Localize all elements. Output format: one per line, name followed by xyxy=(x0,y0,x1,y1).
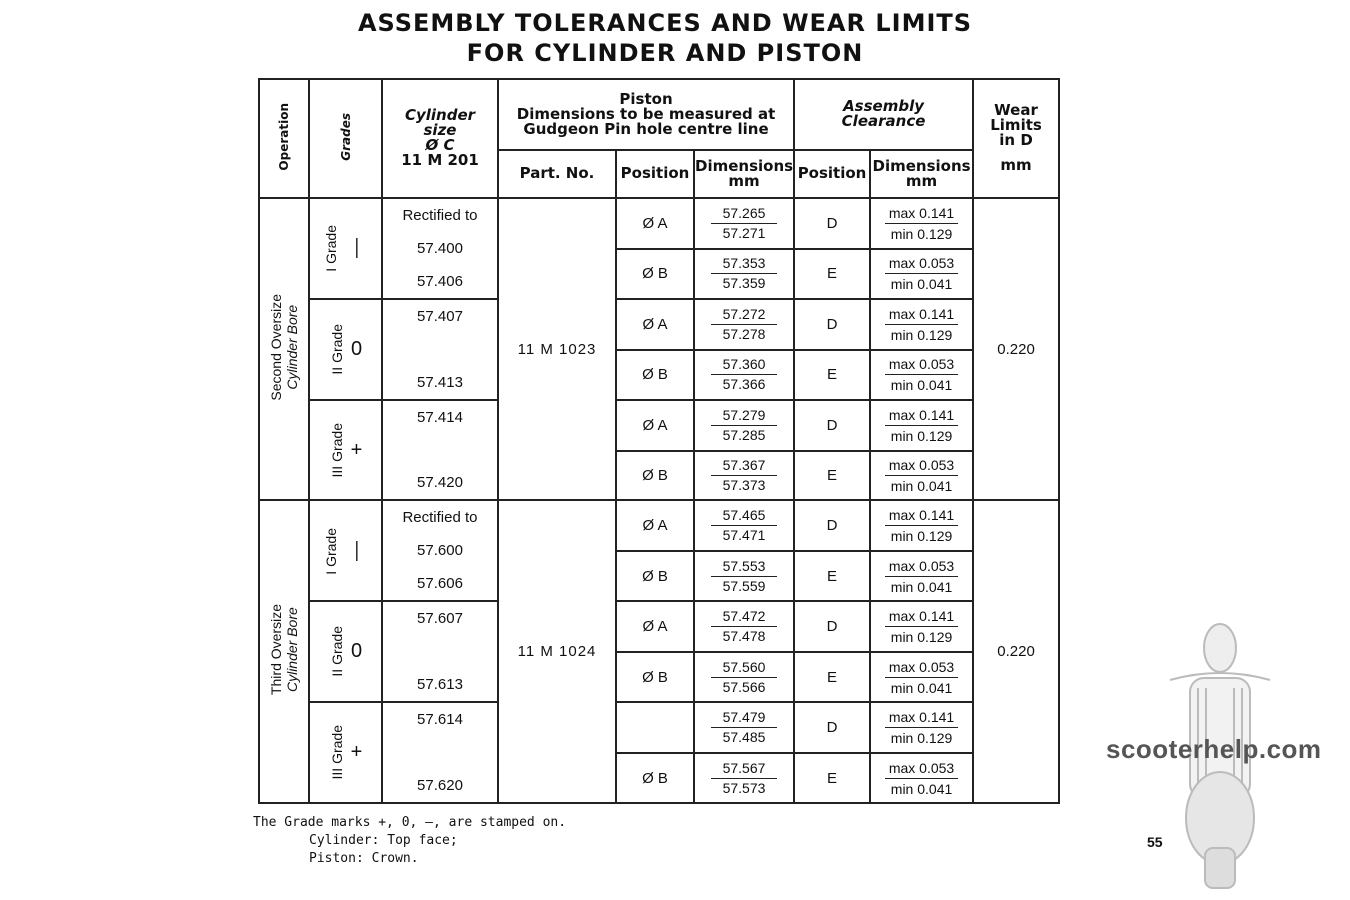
table-row xyxy=(259,500,1059,551)
piston-dimension-cell: 57.560 57.566 xyxy=(694,652,794,702)
piston-dimension-cell: 57.567 57.573 xyxy=(694,753,794,803)
piston-dimension-cell: 57.367 57.373 xyxy=(694,451,794,501)
grade-label: I Grade xyxy=(323,225,339,272)
piston-dimension-cell: 57.465 57.471 xyxy=(694,500,794,551)
grade-cell xyxy=(309,400,382,501)
grade-mark: + xyxy=(350,438,363,461)
footnote-line-3: Piston: Crown. xyxy=(309,851,419,866)
clearance-position-cell: D xyxy=(794,702,870,753)
wear-limits-header: Wear Limits in D mm xyxy=(973,79,1059,198)
grade-label: III Grade xyxy=(328,422,345,478)
piston-dimension-cell: 57.553 57.559 xyxy=(694,551,794,601)
clearance-position-cell: E xyxy=(794,249,870,299)
table-row xyxy=(259,702,1059,753)
piston-position-cell xyxy=(616,702,694,753)
grade-cell xyxy=(309,198,382,299)
cylinder-size-cell: 57.407 57.413 xyxy=(382,299,498,400)
piston-header: Piston Dimensions to be measured at Gudgeon Pin hole centre line xyxy=(498,79,794,150)
wear-limit-cell: 0.220 xyxy=(973,198,1059,500)
table-row xyxy=(259,198,1059,249)
grade-cell xyxy=(309,601,382,702)
assembly-clearance-header: Assembly Clearance xyxy=(794,79,973,150)
cylinder-size-header: Cylinder size Ø C 11 M 201 xyxy=(382,79,498,198)
cylinder-size-cell: Rectified to 57.600 57.606 xyxy=(382,500,498,601)
clearance-position-cell: E xyxy=(794,551,870,601)
grade-mark: + xyxy=(350,741,363,764)
clearance-position-cell: D xyxy=(794,198,870,249)
table-row xyxy=(259,400,1059,451)
clearance-dimension-cell: max 0.141 min 0.129 xyxy=(870,500,973,551)
clearance-dimension-cell: max 0.141 min 0.129 xyxy=(870,198,973,249)
piston-dimensions-header: Dimensions mm xyxy=(694,150,794,198)
grade-label: II Grade xyxy=(328,626,345,677)
table-row xyxy=(259,299,1059,350)
clearance-position-cell: E xyxy=(794,451,870,501)
clearance-position-cell: D xyxy=(794,601,870,652)
clearance-position-cell: D xyxy=(794,400,870,451)
grade-mark: 0 xyxy=(350,640,363,663)
page-number: 55 xyxy=(1147,834,1163,850)
grades-header: Grades xyxy=(309,79,382,198)
cylinder-size-cell: Rectified to 57.400 57.406 xyxy=(382,198,498,299)
title-line-1: ASSEMBLY TOLERANCES AND WEAR LIMITS xyxy=(357,9,973,37)
operation-cell: Second Oversize Cylinder Bore xyxy=(259,198,309,500)
operation-header: Operation xyxy=(259,79,309,198)
clearance-dimension-cell: max 0.141 min 0.129 xyxy=(870,601,973,652)
grade-label: I Grade xyxy=(323,527,339,575)
grade-cell xyxy=(309,500,382,601)
clearance-dimension-cell: max 0.141 min 0.129 xyxy=(870,702,973,753)
grade-mark: — xyxy=(345,540,367,561)
grade-mark: — xyxy=(345,238,367,259)
clearance-dimension-cell: max 0.141 min 0.129 xyxy=(870,299,973,350)
operation-cell: Third Oversize Cylinder Bore xyxy=(259,500,309,803)
page-title xyxy=(340,8,990,68)
clearance-position-cell: E xyxy=(794,753,870,803)
clearance-dimension-cell: max 0.053 min 0.041 xyxy=(870,350,973,400)
footnote-line-2: Cylinder: Top face; xyxy=(309,833,458,848)
clearance-dimensions-header: Dimensions mm xyxy=(870,150,973,198)
clearance-dimension-cell: max 0.053 min 0.041 xyxy=(870,551,973,601)
title-line-2: FOR CYLINDER AND PISTON xyxy=(466,39,864,67)
clearance-dimension-cell: max 0.053 min 0.041 xyxy=(870,753,973,803)
piston-position-cell: Ø B xyxy=(616,652,694,702)
part-number-cell: 11 M 1024 xyxy=(498,500,616,803)
piston-position-cell: Ø B xyxy=(616,753,694,803)
tolerance-table xyxy=(258,78,1060,804)
clearance-position-cell: D xyxy=(794,299,870,350)
clearance-position-cell: E xyxy=(794,652,870,702)
piston-position-cell: Ø A xyxy=(616,400,694,451)
clearance-position-cell: D xyxy=(794,500,870,551)
piston-dimension-cell: 57.472 57.478 xyxy=(694,601,794,652)
clearance-dimension-cell: max 0.053 min 0.041 xyxy=(870,451,973,501)
cylinder-size-cell: 57.614 57.620 xyxy=(382,702,498,803)
grade-cell xyxy=(309,299,382,400)
piston-dimension-cell: 57.360 57.366 xyxy=(694,350,794,400)
grade-label: II Grade xyxy=(328,323,345,375)
piston-position-header: Position xyxy=(616,150,694,198)
piston-dimension-cell: 57.279 57.285 xyxy=(694,400,794,451)
grade-label: III Grade xyxy=(328,725,345,780)
part-number-cell: 11 M 1023 xyxy=(498,198,616,500)
piston-position-cell: Ø B xyxy=(616,350,694,400)
footnote-line-1: The Grade marks +, 0, —, are stamped on. xyxy=(253,815,567,830)
piston-position-cell: Ø B xyxy=(616,249,694,299)
piston-dimension-cell: 57.272 57.278 xyxy=(694,299,794,350)
piston-position-cell: Ø B xyxy=(616,451,694,501)
wear-limit-cell: 0.220 xyxy=(973,500,1059,803)
footnote xyxy=(253,814,566,868)
piston-dimension-cell: 57.353 57.359 xyxy=(694,249,794,299)
clearance-dimension-cell: max 0.053 min 0.041 xyxy=(870,249,973,299)
piston-position-cell: Ø A xyxy=(616,601,694,652)
grade-mark: 0 xyxy=(350,337,363,360)
cylinder-size-cell: 57.414 57.420 xyxy=(382,400,498,501)
table-row xyxy=(259,601,1059,652)
part-no-header: Part. No. xyxy=(498,150,616,198)
clearance-dimension-cell: max 0.141 min 0.129 xyxy=(870,400,973,451)
clearance-position-header: Position xyxy=(794,150,870,198)
piston-position-cell: Ø A xyxy=(616,299,694,350)
piston-dimension-cell: 57.479 57.485 xyxy=(694,702,794,753)
piston-position-cell: Ø B xyxy=(616,551,694,601)
piston-position-cell: Ø A xyxy=(616,500,694,551)
piston-dimension-cell: 57.265 57.271 xyxy=(694,198,794,249)
clearance-position-cell: E xyxy=(794,350,870,400)
cylinder-size-cell: 57.607 57.613 xyxy=(382,601,498,702)
piston-position-cell: Ø A xyxy=(616,198,694,249)
clearance-dimension-cell: max 0.053 min 0.041 xyxy=(870,652,973,702)
grade-cell xyxy=(309,702,382,803)
watermark-text: scooterhelp.com xyxy=(1106,734,1322,764)
